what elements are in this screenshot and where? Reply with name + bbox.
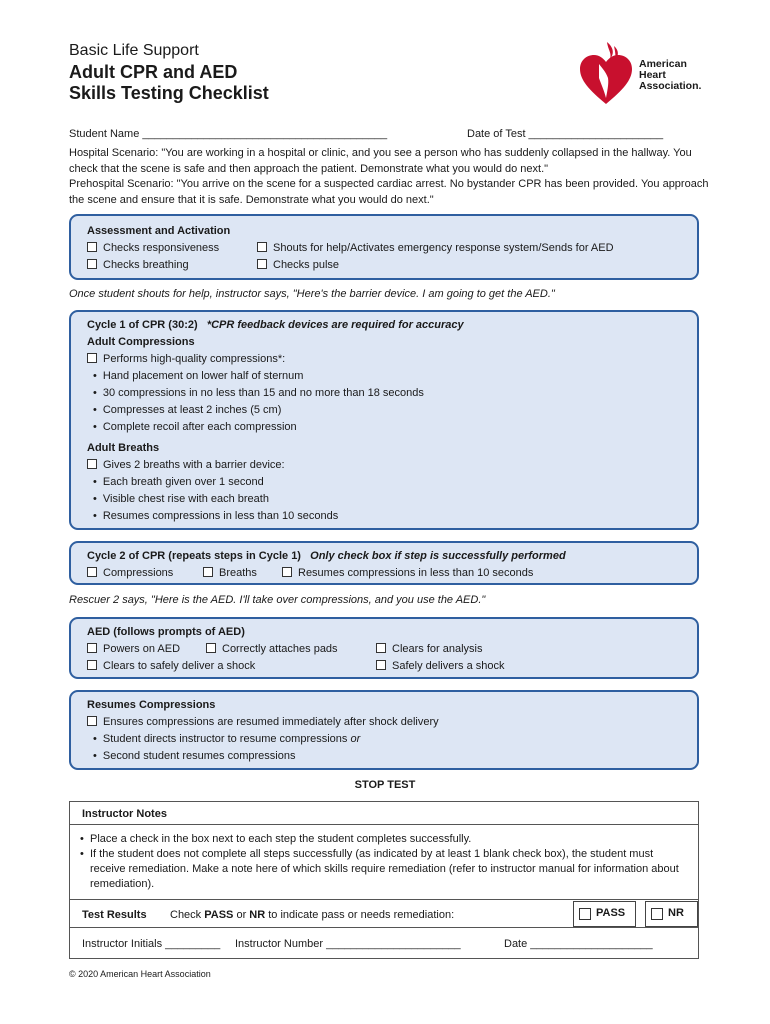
list-item: • Second student resumes compressions xyxy=(93,749,295,763)
logo-wordmark xyxy=(639,59,701,92)
pass-label: PASS xyxy=(596,907,626,919)
pass-checkbox[interactable] xyxy=(579,908,591,920)
resumes-heading: Resumes Compressions xyxy=(87,699,216,711)
stop-test-label: STOP TEST xyxy=(354,779,416,791)
test-results-instructions: Check PASS or NR to indicate pass or needs remediation: xyxy=(170,909,455,921)
resumes-section xyxy=(69,690,699,770)
cycle2-heading-row: Cycle 2 of CPR (repeats steps in Cycle 1) Only check box if step is successfully performed xyxy=(87,550,566,562)
checkbox[interactable] xyxy=(203,567,213,577)
nr-label: NR xyxy=(668,907,684,919)
list-item: • Compresses at least 2 inches (5 cm) xyxy=(93,403,281,417)
checklist-item[interactable]: Shouts for help/Activates emergency response system/Sends for AED xyxy=(257,241,614,255)
instructor-prompt-1: Once student shouts for help, instructor says, "Here's the barrier device. I am going to get the AED." xyxy=(69,288,555,300)
assessment-heading: Assessment and Activation xyxy=(87,225,231,237)
checkbox[interactable] xyxy=(87,242,97,252)
checkbox[interactable] xyxy=(87,567,97,577)
signature-date-field[interactable]: Date ____________________ xyxy=(504,938,653,950)
list-item: • Place a check in the box next to each step the student completes successfully. xyxy=(80,833,472,845)
checklist-item[interactable]: Gives 2 breaths with a barrier device: xyxy=(87,458,285,472)
logo-line-2: Heart xyxy=(639,69,666,81)
breaths-heading: Adult Breaths xyxy=(87,442,160,454)
checklist-item[interactable]: Correctly attaches pads xyxy=(206,642,338,656)
student-name-field[interactable]: Student Name ________________________________________ xyxy=(69,128,388,140)
document-subtitle: Basic Life Support xyxy=(69,42,199,59)
list-item: • Visible chest rise with each breath xyxy=(93,492,269,506)
notes-heading: Instructor Notes xyxy=(82,808,167,820)
instructor-number-field[interactable]: Instructor Number ______________________ xyxy=(235,938,461,950)
checklist-item[interactable]: Ensures compressions are resumed immediately after shock delivery xyxy=(87,715,439,729)
divider xyxy=(70,899,698,900)
aed-section xyxy=(69,617,699,679)
checkbox[interactable] xyxy=(87,353,97,363)
checklist-item[interactable]: Checks responsiveness xyxy=(87,241,219,255)
checklist-item[interactable]: Powers on AED xyxy=(87,642,180,656)
checkbox[interactable] xyxy=(376,660,386,670)
cycle1-heading-row: Cycle 1 of CPR (30:2) *CPR feedback devices are required for accuracy xyxy=(87,319,464,331)
logo-line-3: Association. xyxy=(639,80,702,92)
hospital-scenario: Hospital Scenario: "You are working in a hospital or clinic, and you see a person who has suddenly collapsed in the hallway. You check that the scene is safe and then approach the patient. Demonstrate what you would do next." xyxy=(69,147,692,175)
checklist-item[interactable]: Checks pulse xyxy=(257,258,339,272)
checklist-item[interactable]: Breaths xyxy=(203,566,257,580)
assessment-section xyxy=(69,214,699,280)
copyright-footer: © 2020 American Heart Association xyxy=(69,969,211,979)
prehospital-scenario: Prehospital Scenario: "You arrive on the scene for a suspected cardiac arrest. No bystander CPR has been provided. You approach the scene and ensure that it is safe. Demonstrate what you would do next." xyxy=(69,178,709,206)
test-results-label: Test Results xyxy=(82,909,147,921)
checkbox[interactable] xyxy=(87,459,97,469)
divider xyxy=(70,824,698,825)
list-item: • Resumes compressions in less than 10 seconds xyxy=(93,509,338,523)
checklist-item[interactable]: Clears to safely deliver a shock xyxy=(87,659,255,673)
aed-heading: AED (follows prompts of AED) xyxy=(87,626,245,638)
checklist-item[interactable]: Safely delivers a shock xyxy=(376,659,505,673)
pass-option[interactable] xyxy=(573,901,636,927)
heart-torch-icon xyxy=(577,38,635,108)
checkbox[interactable] xyxy=(206,643,216,653)
test-date-field[interactable]: Date of Test ______________________ xyxy=(467,128,664,140)
title-line-2: Skills Testing Checklist xyxy=(69,83,269,103)
checkbox[interactable] xyxy=(87,259,97,269)
checkbox[interactable] xyxy=(282,567,292,577)
checklist-item[interactable]: Resumes compressions in less than 10 seconds xyxy=(282,566,533,580)
instructor-initials-field[interactable]: Instructor Initials _________ xyxy=(82,938,221,950)
list-item: • 30 compressions in no less than 15 and no more than 18 seconds xyxy=(93,386,424,400)
instructor-prompt-2: Rescuer 2 says, "Here is the AED. I'll take over compressions, and you use the AED." xyxy=(69,594,486,606)
divider xyxy=(70,927,698,928)
compressions-heading: Adult Compressions xyxy=(87,336,195,348)
checkbox[interactable] xyxy=(87,643,97,653)
logo-line-1: American xyxy=(639,58,687,70)
list-item: • Each breath given over 1 second xyxy=(93,475,264,489)
checklist-item[interactable]: Clears for analysis xyxy=(376,642,482,656)
title-line-1: Adult CPR and AED xyxy=(69,62,238,82)
checkbox[interactable] xyxy=(87,660,97,670)
checklist-item[interactable]: Checks breathing xyxy=(87,258,189,272)
checkbox[interactable] xyxy=(87,716,97,726)
document-title xyxy=(69,62,269,104)
checkbox[interactable] xyxy=(257,242,267,252)
nr-checkbox[interactable] xyxy=(651,908,663,920)
list-item: • If the student does not complete all steps successfully (as indicated by at least 1 blank check box), the student must receive remediation. Make a note here of which skills require remediation (refer to instructor manual for information about remediation). xyxy=(80,848,679,890)
checkbox[interactable] xyxy=(257,259,267,269)
instructor-notes-table xyxy=(69,801,699,959)
list-item: • Student directs instructor to resume compressions or xyxy=(93,732,360,746)
checklist-item[interactable]: Compressions xyxy=(87,566,173,580)
list-item: • Complete recoil after each compression xyxy=(93,420,297,434)
notes-list xyxy=(80,832,685,892)
cycle2-section xyxy=(69,541,699,585)
cycle1-section xyxy=(69,310,699,530)
checklist-item[interactable]: Performs high-quality compressions*: xyxy=(87,352,285,366)
aha-logo xyxy=(577,38,707,108)
checkbox[interactable] xyxy=(376,643,386,653)
list-item: • Hand placement on lower half of sternum xyxy=(93,369,303,383)
nr-option[interactable] xyxy=(645,901,698,927)
